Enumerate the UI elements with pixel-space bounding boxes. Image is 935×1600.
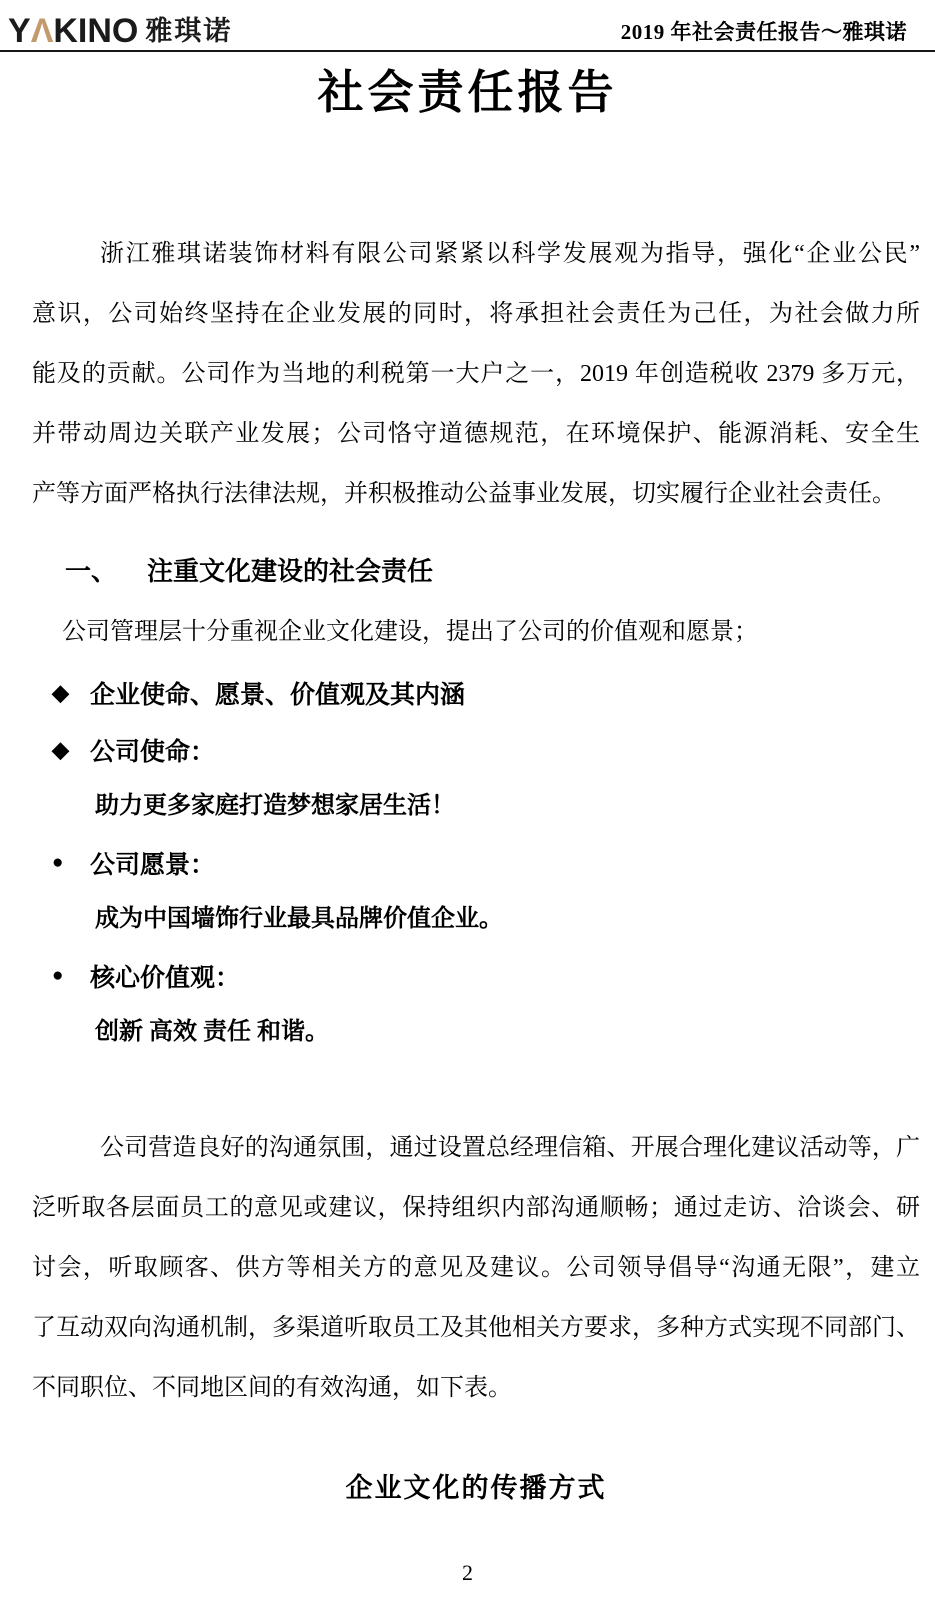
- logo-letters-kino: KINO: [53, 12, 139, 50]
- diamond-bullet-icon: ◆: [52, 679, 69, 705]
- paragraph-1-line: 能及的贡献。公司作为当地的利税第一大户之一，2019 年创造税收 2379 多万元，: [32, 361, 920, 388]
- list-item-label: 企业使命、愿景、价值观及其内涵: [90, 681, 466, 709]
- paragraph-2-line: 讨会，听取顾客、供方等相关方的意见及建议。公司领导倡导“沟通无限”，建立: [32, 1255, 920, 1282]
- list-item-label: 核心价值观：: [90, 964, 241, 992]
- section-1-intro: 公司管理层十分重视企业文化建设，提出了公司的价值观和愿景；: [62, 619, 758, 646]
- values-list: [32, 664, 920, 1060]
- paragraph-1-line: 产等方面严格执行法律法规，并积极推动公益事业发展，切实履行企业社会责任。: [32, 481, 896, 508]
- page-title: 社会责任报告: [317, 67, 618, 118]
- circle-bullet-icon: ●: [52, 964, 64, 986]
- list-item-detail: 助力更多家庭打造梦想家居生活！: [95, 793, 455, 820]
- paragraph-1-line: 意识，公司始终坚持在企业发展的同时，将承担社会责任为己任，为社会做力所: [32, 301, 920, 328]
- logo-letter-a-accent: Λ: [30, 12, 54, 50]
- running-head: 2019 年社会责任报告～雅琪诺: [620, 20, 907, 44]
- paragraph-2-line: 泛听取各层面员工的意见或建议，保持组织内部沟通顺畅；通过走访、洽谈会、研: [32, 1195, 920, 1222]
- list-item-label: 公司使命：: [90, 738, 216, 766]
- diamond-bullet-icon: ◆: [52, 736, 69, 762]
- section-1-number: 一、: [65, 557, 118, 587]
- paragraph-1-line: 并带动周边关联产业发展；公司恪守道德规范，在环境保护、能源消耗、安全生: [32, 421, 920, 448]
- list-item-detail: 创新 高效 责任 和谐。: [95, 1019, 329, 1046]
- page-number: 2: [462, 1560, 473, 1585]
- list-item: [32, 721, 920, 778]
- document-body: [0, 224, 935, 1505]
- list-item: [32, 664, 920, 721]
- company-logo: [8, 14, 232, 48]
- list-item: [32, 947, 920, 1004]
- paragraph-2: [32, 1118, 920, 1418]
- paragraph-2-line: 了互动双向沟通机制，多渠道听取员工及其他相关方要求，多种方式实现不同部门、: [32, 1315, 920, 1342]
- paragraph-2-line: 不同职位、不同地区间的有效沟通，如下表。: [32, 1375, 512, 1402]
- circle-bullet-icon: ●: [52, 851, 64, 873]
- list-item: [32, 834, 920, 891]
- table-caption: 企业文化的传播方式: [345, 1473, 607, 1504]
- page-header: [0, 0, 935, 52]
- logo-wordmark: [8, 14, 138, 48]
- logo-chinese-name: 雅琪诺: [145, 15, 233, 46]
- section-1-heading-text: 注重文化建设的社会责任: [147, 557, 434, 587]
- list-item-label: 公司愿景：: [90, 851, 216, 879]
- paragraph-1: [32, 224, 920, 524]
- list-item-detail: 成为中国墙饰行业最具品牌价值企业。: [95, 906, 503, 933]
- logo-letter-y: Y: [8, 12, 31, 50]
- section-1-heading: [32, 542, 920, 602]
- paragraph-1-line: 浙江雅琪诺装饰材料有限公司紧紧以科学发展观为指导，强化“企业公民”: [100, 241, 920, 268]
- paragraph-2-line: 公司营造良好的沟通氛围，通过设置总经理信箱、开展合理化建议活动等，广: [100, 1135, 920, 1162]
